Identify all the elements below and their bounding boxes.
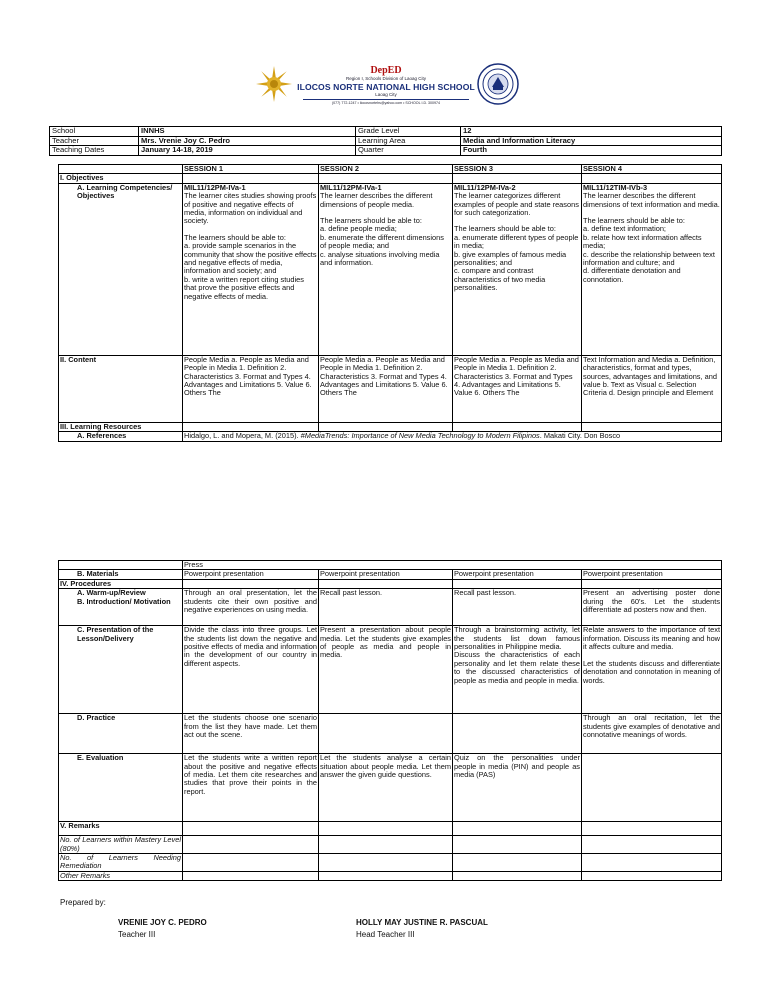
- deped-seal-icon: [255, 65, 293, 103]
- competency-code: MIL11/12TIM-IVb-3: [583, 183, 648, 192]
- procedure-cell: Let the students choose one scenario from the list they have made. Let them act out the scene.: [183, 714, 319, 754]
- warmup-label: A. Warm-up/Review: [77, 588, 146, 598]
- empty-cell: [183, 174, 319, 183]
- materials-row: [59, 570, 722, 579]
- empty-cell: [319, 854, 453, 872]
- row-label: V. Remarks: [59, 822, 183, 836]
- competency-code: MIL11/12PM-IVa-1: [320, 183, 382, 192]
- materials-cell: Powerpoint presentation: [453, 570, 582, 579]
- procedure-cell: Present a presentation about people media. Let the students give examples of people as media and people in media.: [319, 626, 453, 714]
- area-value: Media and Information Literacy: [461, 136, 722, 146]
- header-info-table: [49, 126, 722, 156]
- session-header: SESSION 1: [183, 165, 319, 174]
- competency-code: MIL11/12PM-IVa-2: [454, 183, 516, 192]
- procedures-table: [58, 560, 722, 881]
- objective-description: The learner cites studies showing proofs of positive and negative effects of media, information on individual and society.: [184, 191, 317, 226]
- other-remarks-row: [59, 871, 722, 880]
- empty-cell: [59, 561, 183, 570]
- signatory-role: Head Teacher III: [356, 930, 415, 939]
- warmup-intro-row: [59, 589, 722, 626]
- procedure-cell: Let the students analyse a certain situation about people media. Let them answer the given guide questions.: [319, 754, 453, 822]
- school-value: INNHS: [139, 127, 356, 137]
- able-line: The learners should be able to:: [184, 232, 286, 242]
- empty-cell: [183, 422, 319, 431]
- session-header: SESSION 3: [453, 165, 582, 174]
- empty-cell: [183, 822, 319, 836]
- materials-cell: Powerpoint presentation: [183, 570, 319, 579]
- empty-cell: [453, 871, 582, 880]
- row-label: B. Materials: [59, 570, 183, 579]
- remediation-row: [59, 854, 722, 872]
- content-cell: Text Information and Media a. Definition, characteristics, format and types, sources, advantages and limitations, and value b. Text as Visual c. Selection Criteria d. Design principle and Element: [582, 355, 722, 422]
- empty-cell: [582, 579, 722, 588]
- signatory-name: HOLLY MAY JUSTINE R. PASCUAL: [356, 918, 488, 927]
- mastery-row: [59, 836, 722, 854]
- procedure-cell: Quiz on the personalities under people in media (PIN) and people as media (PAS): [453, 754, 582, 822]
- references-row: [59, 432, 722, 441]
- contact-line: (077) 772-1247 • ilocosnortehs@yahoo.com • SCHOOL I.D. 300974: [331, 101, 441, 105]
- empty-cell: [582, 174, 722, 183]
- teacher-value: Mrs. Vrenie Joy C. Pedro: [139, 136, 356, 146]
- reference-continuation: Press: [183, 561, 722, 570]
- school-label: School: [50, 127, 139, 137]
- row-label: II. Content: [59, 355, 183, 422]
- objective-cell: [453, 183, 582, 355]
- practice-row: [59, 714, 722, 754]
- procedure-cell: Let the students write a written report about the positive and negative effects of media. Let them cite researches and studies that prove their points in the report.: [183, 754, 319, 822]
- section-label: I. Objectives: [59, 174, 183, 183]
- procedure-cell: Through an oral recitation, let the students give examples of denotative and connotative meanings of words.: [582, 714, 722, 754]
- procedure-cell: Divide the class into three groups. Let the students list down the negative and positive effects of media and information in the development of our country in different aspects.: [183, 626, 319, 714]
- row-label: No. of Learners Needing Remediation: [60, 853, 181, 871]
- teacher-label: Teacher: [50, 136, 139, 146]
- objective-description: The learner describes the different dimensions of people media.: [320, 191, 433, 209]
- section-label: IV. Procedures: [59, 579, 183, 588]
- content-cell: People Media a. People as Media and People in Media 1. Definition 2. Characteristics 3. Format and Types 4. Advantages and Limitations 5. Value 6. Others The: [319, 355, 453, 422]
- objective-list: a. enumerate different types of people in media; b. give examples of famous media personalities; and c. compare and contrast characteristics of two media personalities.: [454, 232, 579, 293]
- signatory-role: Teacher III: [118, 930, 156, 939]
- session-header-row: [59, 165, 722, 174]
- empty-cell: [183, 579, 319, 588]
- able-line: The learners should be able to:: [454, 224, 556, 234]
- empty-cell: [319, 174, 453, 183]
- procedure-cell: [319, 714, 453, 754]
- area-label: Learning Area: [356, 136, 461, 146]
- empty-cell: [582, 422, 722, 431]
- row-label: A. References: [59, 432, 183, 441]
- grade-value: 12: [461, 127, 722, 137]
- materials-cell: Powerpoint presentation: [319, 570, 453, 579]
- grade-label: Grade Level: [356, 127, 461, 137]
- reference-cell: [183, 432, 722, 441]
- empty-cell: [319, 822, 453, 836]
- letterhead: [255, 63, 520, 119]
- competency-code: MIL11/12PM-IVa-1: [184, 183, 246, 192]
- press-row: [59, 561, 722, 570]
- empty-cell: [453, 836, 582, 854]
- city-line: Laoag City: [375, 92, 397, 97]
- lesson-plan-table: [58, 164, 722, 442]
- objective-list: a. define people media; b. enumerate the different dimensions of people media; and c. analyse situations involving media and information.: [320, 224, 444, 268]
- prepared-by-label: Prepared by:: [60, 898, 106, 907]
- procedure-cell: Through an oral presentation, let the students cite their own positive and negative experiences on using media.: [183, 589, 319, 626]
- school-seal-icon: [477, 63, 519, 105]
- empty-cell: [183, 854, 319, 872]
- able-line: The learners should be able to:: [583, 216, 685, 226]
- remarks-row: [59, 822, 722, 836]
- resources-section-row: [59, 422, 722, 431]
- signatory-name: VRENIE JOY C. PEDRO: [118, 918, 207, 927]
- row-label: Other Remarks: [59, 871, 183, 880]
- empty-cell: [319, 579, 453, 588]
- objective-description: The learner describes the different dimensions of text information and media.: [583, 191, 720, 209]
- info-row-school: [50, 127, 722, 137]
- content-cell: People Media a. People as Media and People in Media 1. Definition 2. Characteristics 3. Format and Types 4. Advantages and Limitations 5. Value 6. Others The: [453, 355, 582, 422]
- objectives-section-row: [59, 174, 722, 183]
- able-line: The learners should be able to:: [320, 216, 422, 226]
- quarter-label: Quarter: [356, 146, 461, 156]
- empty-cell: [453, 822, 582, 836]
- empty-cell: [183, 836, 319, 854]
- reference-authors: Hidalgo, L. and Mopera, M. (2015).: [184, 431, 301, 441]
- reference-title: #MediaTrends: Importance of New Media Technology to Modern Filipinos: [300, 431, 540, 441]
- procedure-cell: Relate answers to the importance of text information. Discuss its meaning and how it affects culture and media. Let the students discuss and differentiate denotation and connotation in meaning of words.: [582, 626, 722, 714]
- content-cell: People Media a. People as Media and People in Media 1. Definition 2. Characteristics 3. Format and Types 4. Advantages and Limitations 5. Value 6. Others The: [183, 355, 319, 422]
- row-label: A. Learning Competencies/ Objectives: [59, 183, 183, 355]
- dates-value: January 14-18, 2019: [139, 146, 356, 156]
- procedures-section-row: [59, 579, 722, 588]
- evaluation-row: [59, 754, 722, 822]
- objective-list: a. provide sample scenarios in the community that show the positive effects and negative effects of media, information and society; and b. write a written report citing studies that prove the positive effects and negative effects of media.: [184, 241, 317, 301]
- row-label: No. of Learners within Mastery Level (80%): [60, 835, 181, 853]
- empty-cell: [582, 836, 722, 854]
- info-row-dates: [50, 146, 722, 156]
- region-line: Region I, Schools Division of Laoag City: [345, 76, 427, 81]
- procedure-cell: [582, 754, 722, 822]
- empty-cell: [582, 822, 722, 836]
- objective-cell: [183, 183, 319, 355]
- row-label: C. Presentation of the Lesson/Delivery: [59, 626, 183, 714]
- empty-cell: [319, 836, 453, 854]
- content-row: [59, 355, 722, 422]
- info-row-teacher: [50, 136, 722, 146]
- empty-cell: [582, 871, 722, 880]
- deped-wordmark: DepED: [370, 65, 402, 76]
- empty-cell: [453, 579, 582, 588]
- empty-cell: [453, 422, 582, 431]
- empty-cell: [183, 871, 319, 880]
- empty-cell: [582, 854, 722, 872]
- session-header: SESSION 2: [319, 165, 453, 174]
- letterhead-divider: [303, 99, 469, 100]
- procedure-cell: Recall past lesson.: [453, 589, 582, 626]
- objective-description: The learner categorizes different examples of people and state reasons for such categorization.: [454, 191, 579, 218]
- presentation-row: [59, 626, 722, 714]
- school-name: ILOCOS NORTE NATIONAL HIGH SCHOOL: [297, 82, 475, 92]
- procedure-cell: [453, 714, 582, 754]
- materials-cell: Powerpoint presentation: [582, 570, 722, 579]
- blank-header-cell: [59, 165, 183, 174]
- objective-list: a. define text information; b. relate how text information affects media; c. describe the relationship between text information and culture; and d. differentiate denotation and connotation.: [583, 224, 715, 284]
- objective-cell: [319, 183, 453, 355]
- procedure-cell: Present an advertising poster done during the 60’s. Let the students differentiate ad posters now and then.: [582, 589, 722, 626]
- procedure-cell: Through a brainstorming activity, let the students list down famous personalities in Philippine media. Discuss the characteristics of each personality and let them relate these to the discussed characteristics of people as media and people in media.: [453, 626, 582, 714]
- empty-cell: [319, 422, 453, 431]
- quarter-value: Fourth: [461, 146, 722, 156]
- section-label: III. Learning Resources: [59, 422, 183, 431]
- intro-label: B. Introduction/ Motivation: [77, 596, 171, 606]
- procedure-cell: Recall past lesson.: [319, 589, 453, 626]
- letterhead-text: [295, 65, 477, 106]
- row-label: D. Practice: [59, 714, 183, 754]
- session-header: SESSION 4: [582, 165, 722, 174]
- empty-cell: [453, 174, 582, 183]
- empty-cell: [453, 854, 582, 872]
- dates-label: Teaching Dates: [50, 146, 139, 156]
- objectives-row: [59, 183, 722, 355]
- empty-cell: [319, 871, 453, 880]
- row-label: E. Evaluation: [59, 754, 183, 822]
- reference-publisher: . Makati City. Don Bosco: [539, 431, 621, 441]
- objective-cell: [582, 183, 722, 355]
- row-label: [59, 589, 183, 626]
